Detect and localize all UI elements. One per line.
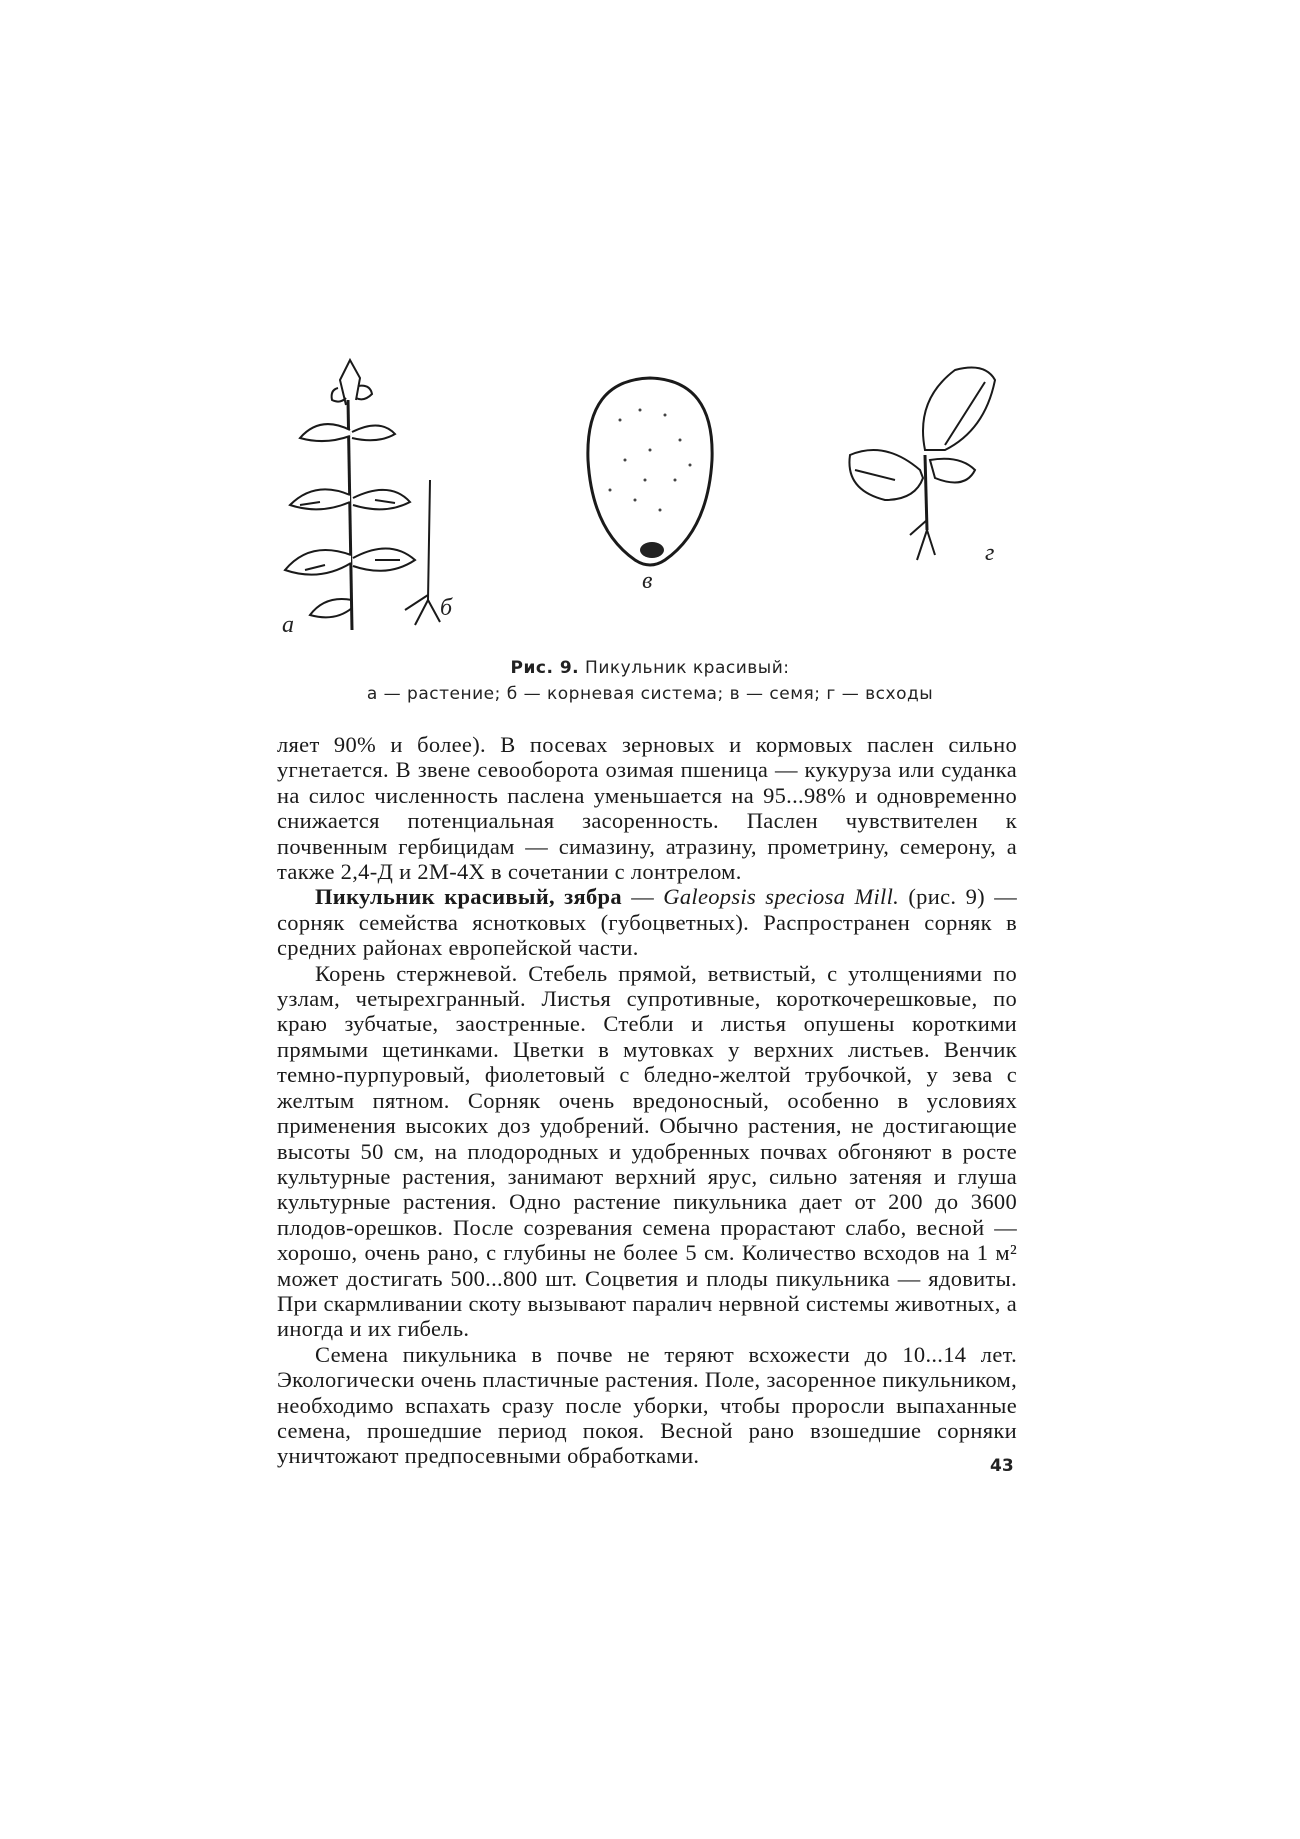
- seed-illustration: [580, 370, 720, 594]
- paragraph-4: Семена пикульника в почве не теряют всхожести до 10...14 лет. Экологически очень пластичные растения. Поле, засоренное пикульником, необходимо вспахать сразу после уборки, чтобы проросли выпаханные семена, прошедшие период покоя. Весной рано взошедшие сорняки уничтожают предпосевными обработками.: [277, 1341, 1017, 1469]
- paragraph-2: [277, 884, 1017, 960]
- body-text: [277, 732, 1017, 1469]
- label-v: в: [642, 568, 653, 594]
- plant-illustration: [280, 360, 453, 650]
- figure-caption-legend: а — растение; б — корневая система; в — семя; г — всходы: [366, 684, 934, 704]
- species-title: Пикульник красивый, зябра: [315, 884, 622, 910]
- species-latin-name: Galeopsis speciosa Mill.: [663, 884, 900, 910]
- figure-caption-prefix: Рис. 9.: [510, 658, 580, 678]
- paragraph-3: Корень стержневой. Стебель прямой, ветвистый, с утолщениями по узлам, четырехгранный. Листья супротивные, короткочерешковые, по краю зубчатые, заостренные. Стебли и листья опушены короткими прямыми щетинками. Цветки в мутовках у верхних листьев. Венчик темно-пурпуровый, фиолетовый с бледно-желтой трубочкой, у зева с желтым пятном. Сорняк очень вредоносный, особенно в условиях применения высоких доз удобрений. Обычно растения, не достигающие высоты 50 см, на плодородных и удобренных почвах обгоняют в росте культурные растения, занимают верхний ярус, сильно затеняя и глуша культурные растения. Одно растение пикульника дает от 200 до 3600 плодов-орешков. После созревания семена прорастают слабо, весной — хорошо, очень рано, с глубины не более 5 см. Количество всходов на 1 м² может достигать 500...800 шт. Соцветия и плоды пикульника — ядовиты. При скармливании скоту вызывают паралич нервной системы животных, а иногда и их гибель.: [277, 960, 1017, 1342]
- label-g: г: [985, 540, 995, 566]
- seedling-illustration: [835, 360, 1015, 590]
- figure-9: [280, 360, 1020, 650]
- label-b: б: [440, 595, 453, 621]
- label-a: а: [282, 612, 294, 638]
- species-description: (рис. 9) — сорняк семейства яснотковых (губоцветных). Распространен сорняк в средних районах европейской части.: [277, 884, 1017, 961]
- species-dash: —: [621, 884, 664, 910]
- paragraph-1: ляет 90% и более). В посевах зерновых и кормовых паслен сильно угнетается. В звене севооборота озимая пшеница — кукуруза или суданка на силос численность паслена уменьшается на 95...98% и одновременно снижается потенциальная засоренность. Паслен чувствителен к почвенным гербицидам — симазину, атразину, прометрину, семерону, а также 2,4-Д и 2М-4Х в сочетании с лонтрелом.: [277, 732, 1017, 885]
- figure-caption-name: Пикульник красивый:: [585, 658, 790, 678]
- page-number: 43: [990, 1456, 1014, 1476]
- figure-caption-title: [280, 658, 1020, 678]
